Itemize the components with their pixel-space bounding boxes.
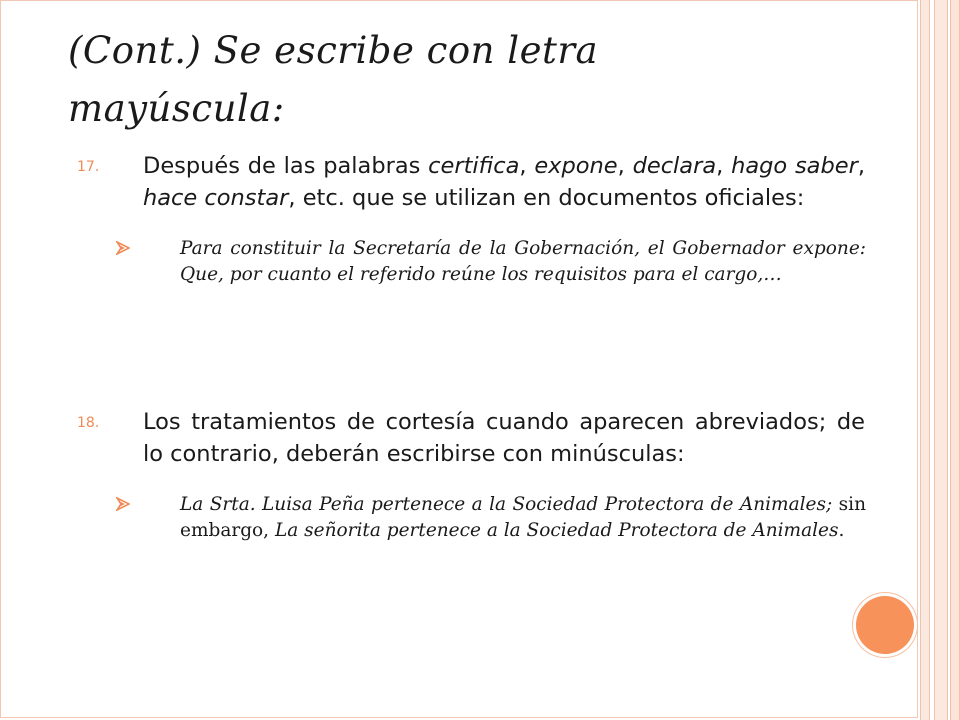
decorative-band <box>934 0 948 720</box>
item-number: 17. <box>77 159 100 175</box>
text-run: Después de las palabras <box>143 153 429 179</box>
title-line-1: (Cont.) Se escribe con letra <box>68 29 599 72</box>
text-run: , <box>857 153 865 179</box>
item-text <box>143 406 865 470</box>
text-run-italic: declara <box>632 153 717 179</box>
sub-bullet-text <box>180 236 866 288</box>
list-item-17 <box>70 150 870 288</box>
decorative-band <box>920 0 930 720</box>
text-run-italic: La Srta. Luisa Peña pertenece a la Sociedad Protectora de Animales; <box>180 494 833 515</box>
item-number: 18. <box>77 415 100 431</box>
text-run-italic: hace constar <box>143 185 289 211</box>
text-run: , <box>519 153 535 179</box>
text-run-italic: expone <box>534 153 618 179</box>
text-run: , <box>617 153 633 179</box>
item-text <box>143 150 865 214</box>
text-run: sin embargo, <box>180 494 866 541</box>
arrow-bullet-icon <box>116 241 130 255</box>
text-run-italic: Para constituir la Secretaría de la Gobernación, el Gobernador expone: Que, por cuanto el referido reúne los requisitos para el cargo,… <box>180 238 866 285</box>
decorative-band <box>950 0 960 720</box>
arrow-bullet-icon <box>116 497 130 511</box>
sub-bullet <box>70 492 870 544</box>
list-item-18 <box>70 406 870 544</box>
text-run-italic: La señorita pertenece a la Sociedad Protectora de Animales <box>274 520 839 541</box>
title-line-2: mayúscula: <box>68 87 285 130</box>
text-run: , <box>716 153 732 179</box>
decorative-circle <box>856 596 914 654</box>
text-run: . <box>838 520 845 541</box>
text-run-italic: hago saber <box>731 153 858 179</box>
text-run: , etc. que se utilizan en documentos oficiales: <box>288 185 805 211</box>
sub-bullet-text <box>180 492 866 544</box>
slide-title <box>68 22 828 138</box>
text-run-italic: certifica <box>428 153 520 179</box>
text-run: Los tratamientos de cortesía cuando aparecen abreviados; de lo contrario, deberán escribirse con minúsculas: <box>143 409 865 467</box>
sub-bullet <box>70 236 870 288</box>
